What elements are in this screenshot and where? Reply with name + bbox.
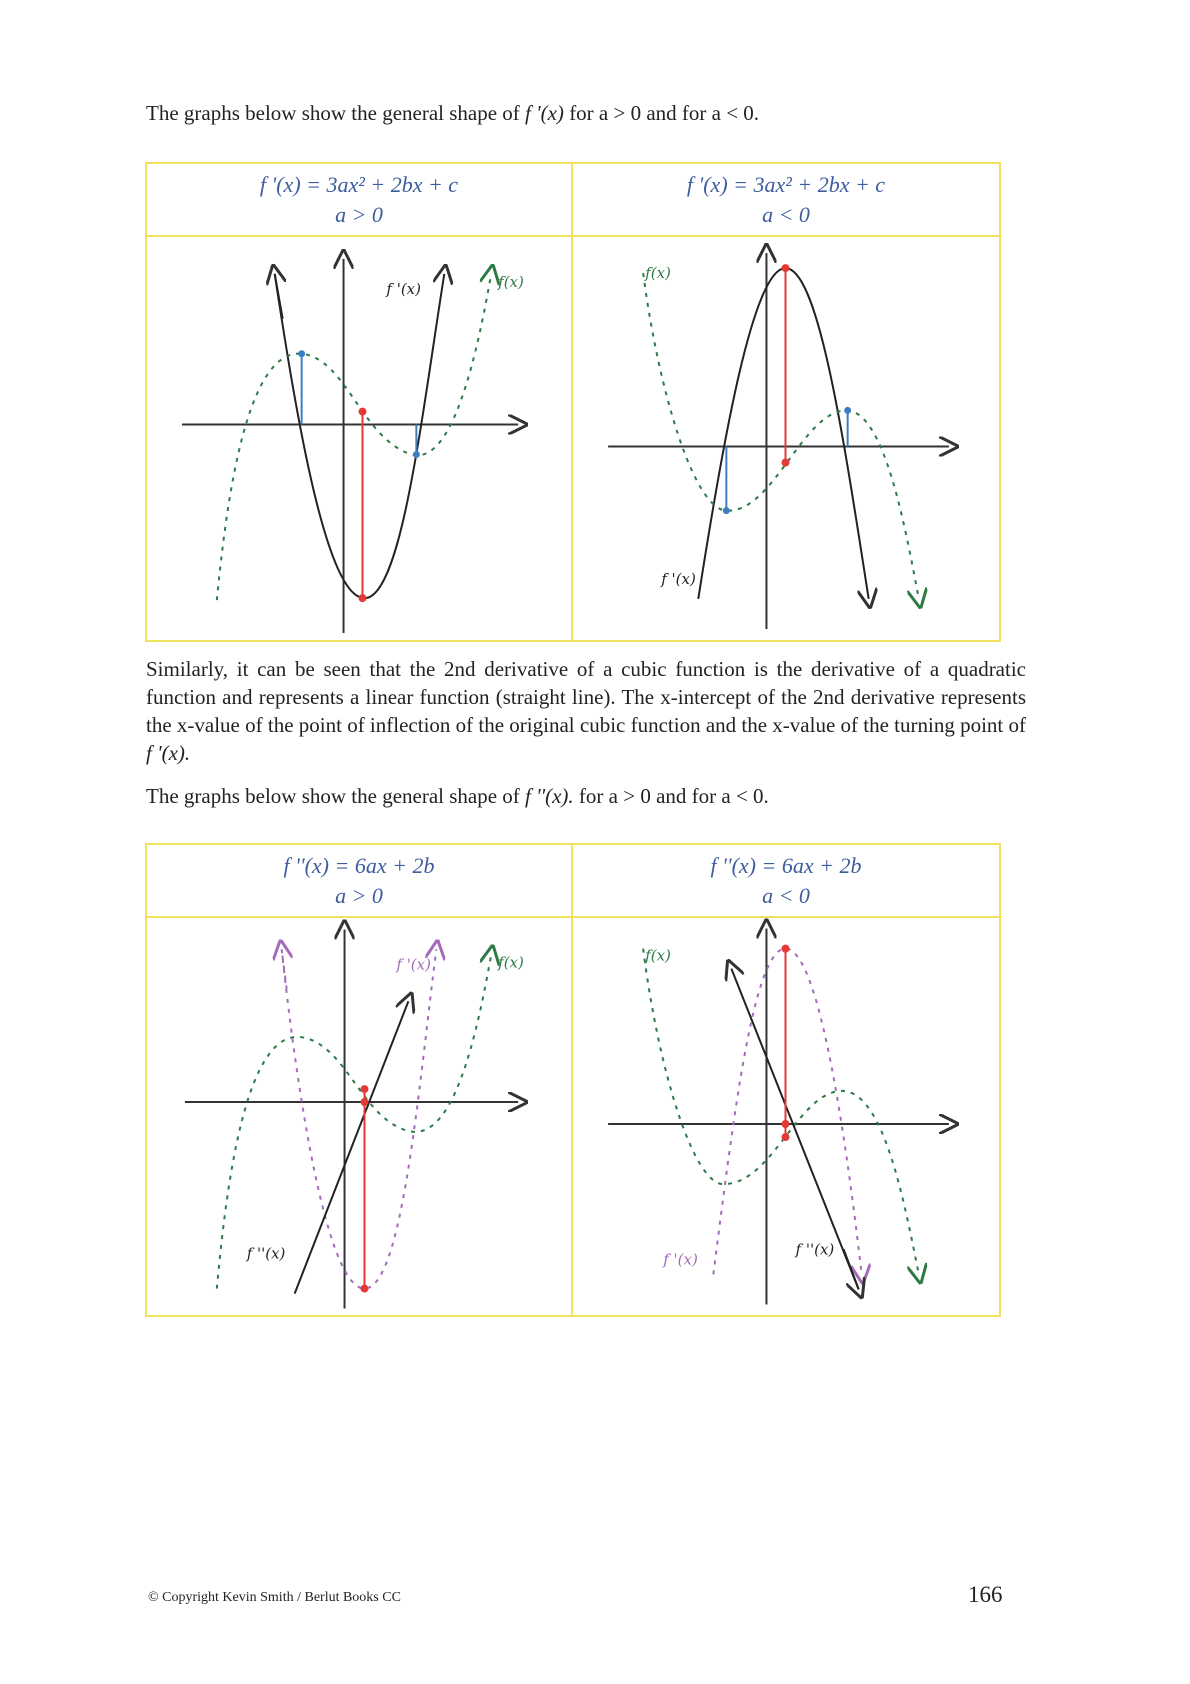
max-point <box>298 350 305 357</box>
f-curve <box>643 273 919 599</box>
panel2-right-condition: a < 0 <box>762 883 810 908</box>
fprime-dashed-curve <box>282 949 437 1288</box>
fdouble-line <box>295 1001 409 1293</box>
fprime-negative-a-graph <box>573 237 999 640</box>
paragraph2-func: f '(x). <box>146 741 191 765</box>
panel2-left-header <box>147 845 573 918</box>
f-label: f(x) <box>645 946 671 965</box>
fprime-turning-point <box>360 1285 368 1293</box>
intro1-text-a: The graphs below show the general shape of <box>146 101 520 125</box>
fprime-label: f '(x) <box>663 1250 698 1269</box>
inflection-point <box>781 459 789 467</box>
panel1-left-graph <box>147 237 573 640</box>
inflection-point <box>359 408 367 416</box>
panel1-right-graph <box>573 237 999 640</box>
fdouble-label: f ''(x) <box>795 1240 835 1259</box>
copyright-footer: © Copyright Kevin Smith / Berlut Books CC <box>148 1590 401 1605</box>
fprime-curve <box>698 268 868 599</box>
intro1-text-b: for a > 0 and for a < 0. <box>569 101 760 125</box>
panel1-left-condition: a > 0 <box>335 202 383 227</box>
f-label: f(x) <box>645 264 671 283</box>
fprime-graphs-panel <box>145 162 1001 642</box>
paragraph2-text: Similarly, it can be seen that the 2nd derivative of a cubic function is the derivative of a quadratic function and represents a linear function (straight line). The x-intercept of the 2nd derivative represents the x-value of the point of inflection of the original cubic function and the x-value of the turning point of <box>146 657 1027 737</box>
panel2-left-condition: a > 0 <box>335 883 383 908</box>
fdouble-intercept <box>781 1120 789 1128</box>
fprime-label: f '(x) <box>396 955 431 974</box>
fprime-curve <box>275 274 445 598</box>
second-derivative-paragraph <box>146 655 1026 767</box>
fdouble-negative-a-graph <box>573 918 999 1315</box>
inflection-point <box>360 1085 368 1093</box>
fdouble-graphs-panel <box>145 843 1001 1317</box>
panel2-left-graph <box>147 918 573 1315</box>
f-curve <box>217 274 491 600</box>
panel1-right-header <box>573 164 999 237</box>
f-label: f(x) <box>498 953 524 972</box>
fprime-turning-point <box>359 594 367 602</box>
intro-text-2 <box>146 783 769 809</box>
inflection-point <box>781 1133 789 1141</box>
panel2-left-formula: f ''(x) = 6ax + 2b <box>283 853 435 878</box>
min-point <box>723 507 730 514</box>
fprime-positive-a-graph <box>147 237 571 640</box>
panel1-left-header <box>147 164 573 237</box>
fprime-dashed-start <box>282 949 287 989</box>
min-point <box>413 451 420 458</box>
panel1-right-condition: a < 0 <box>762 202 810 227</box>
max-point <box>844 407 851 414</box>
f-curve <box>217 954 491 1288</box>
intro-text-1 <box>146 100 759 126</box>
fprime-curve-start <box>275 274 283 319</box>
fprime-turning-point <box>781 264 789 272</box>
fprime-label: f '(x) <box>386 279 421 298</box>
panel2-right-formula: f ''(x) = 6ax + 2b <box>710 853 862 878</box>
f-curve <box>643 946 919 1275</box>
intro2-func: f ''(x). <box>525 784 574 808</box>
fdouble-end <box>844 1249 859 1289</box>
intro2-text-a: The graphs below show the general shape of <box>146 784 520 808</box>
panel2-right-header <box>573 845 999 918</box>
f-label: f(x) <box>498 272 524 291</box>
panel2-right-graph <box>573 918 999 1315</box>
fprime-turning-point <box>781 945 789 953</box>
fprime-label: f '(x) <box>661 569 696 588</box>
panel1-left-formula: f '(x) = 3ax² + 2bx + c <box>259 172 459 197</box>
fdouble-positive-a-graph <box>147 918 571 1315</box>
fdouble-label: f ''(x) <box>246 1244 286 1263</box>
intro1-func: f '(x) <box>525 101 564 125</box>
panel1-right-formula: f '(x) = 3ax² + 2bx + c <box>686 172 886 197</box>
fdouble-intercept <box>360 1098 368 1106</box>
intro2-text-b: for a > 0 and for a < 0. <box>578 784 769 808</box>
page-number: 166 <box>968 1582 1003 1607</box>
